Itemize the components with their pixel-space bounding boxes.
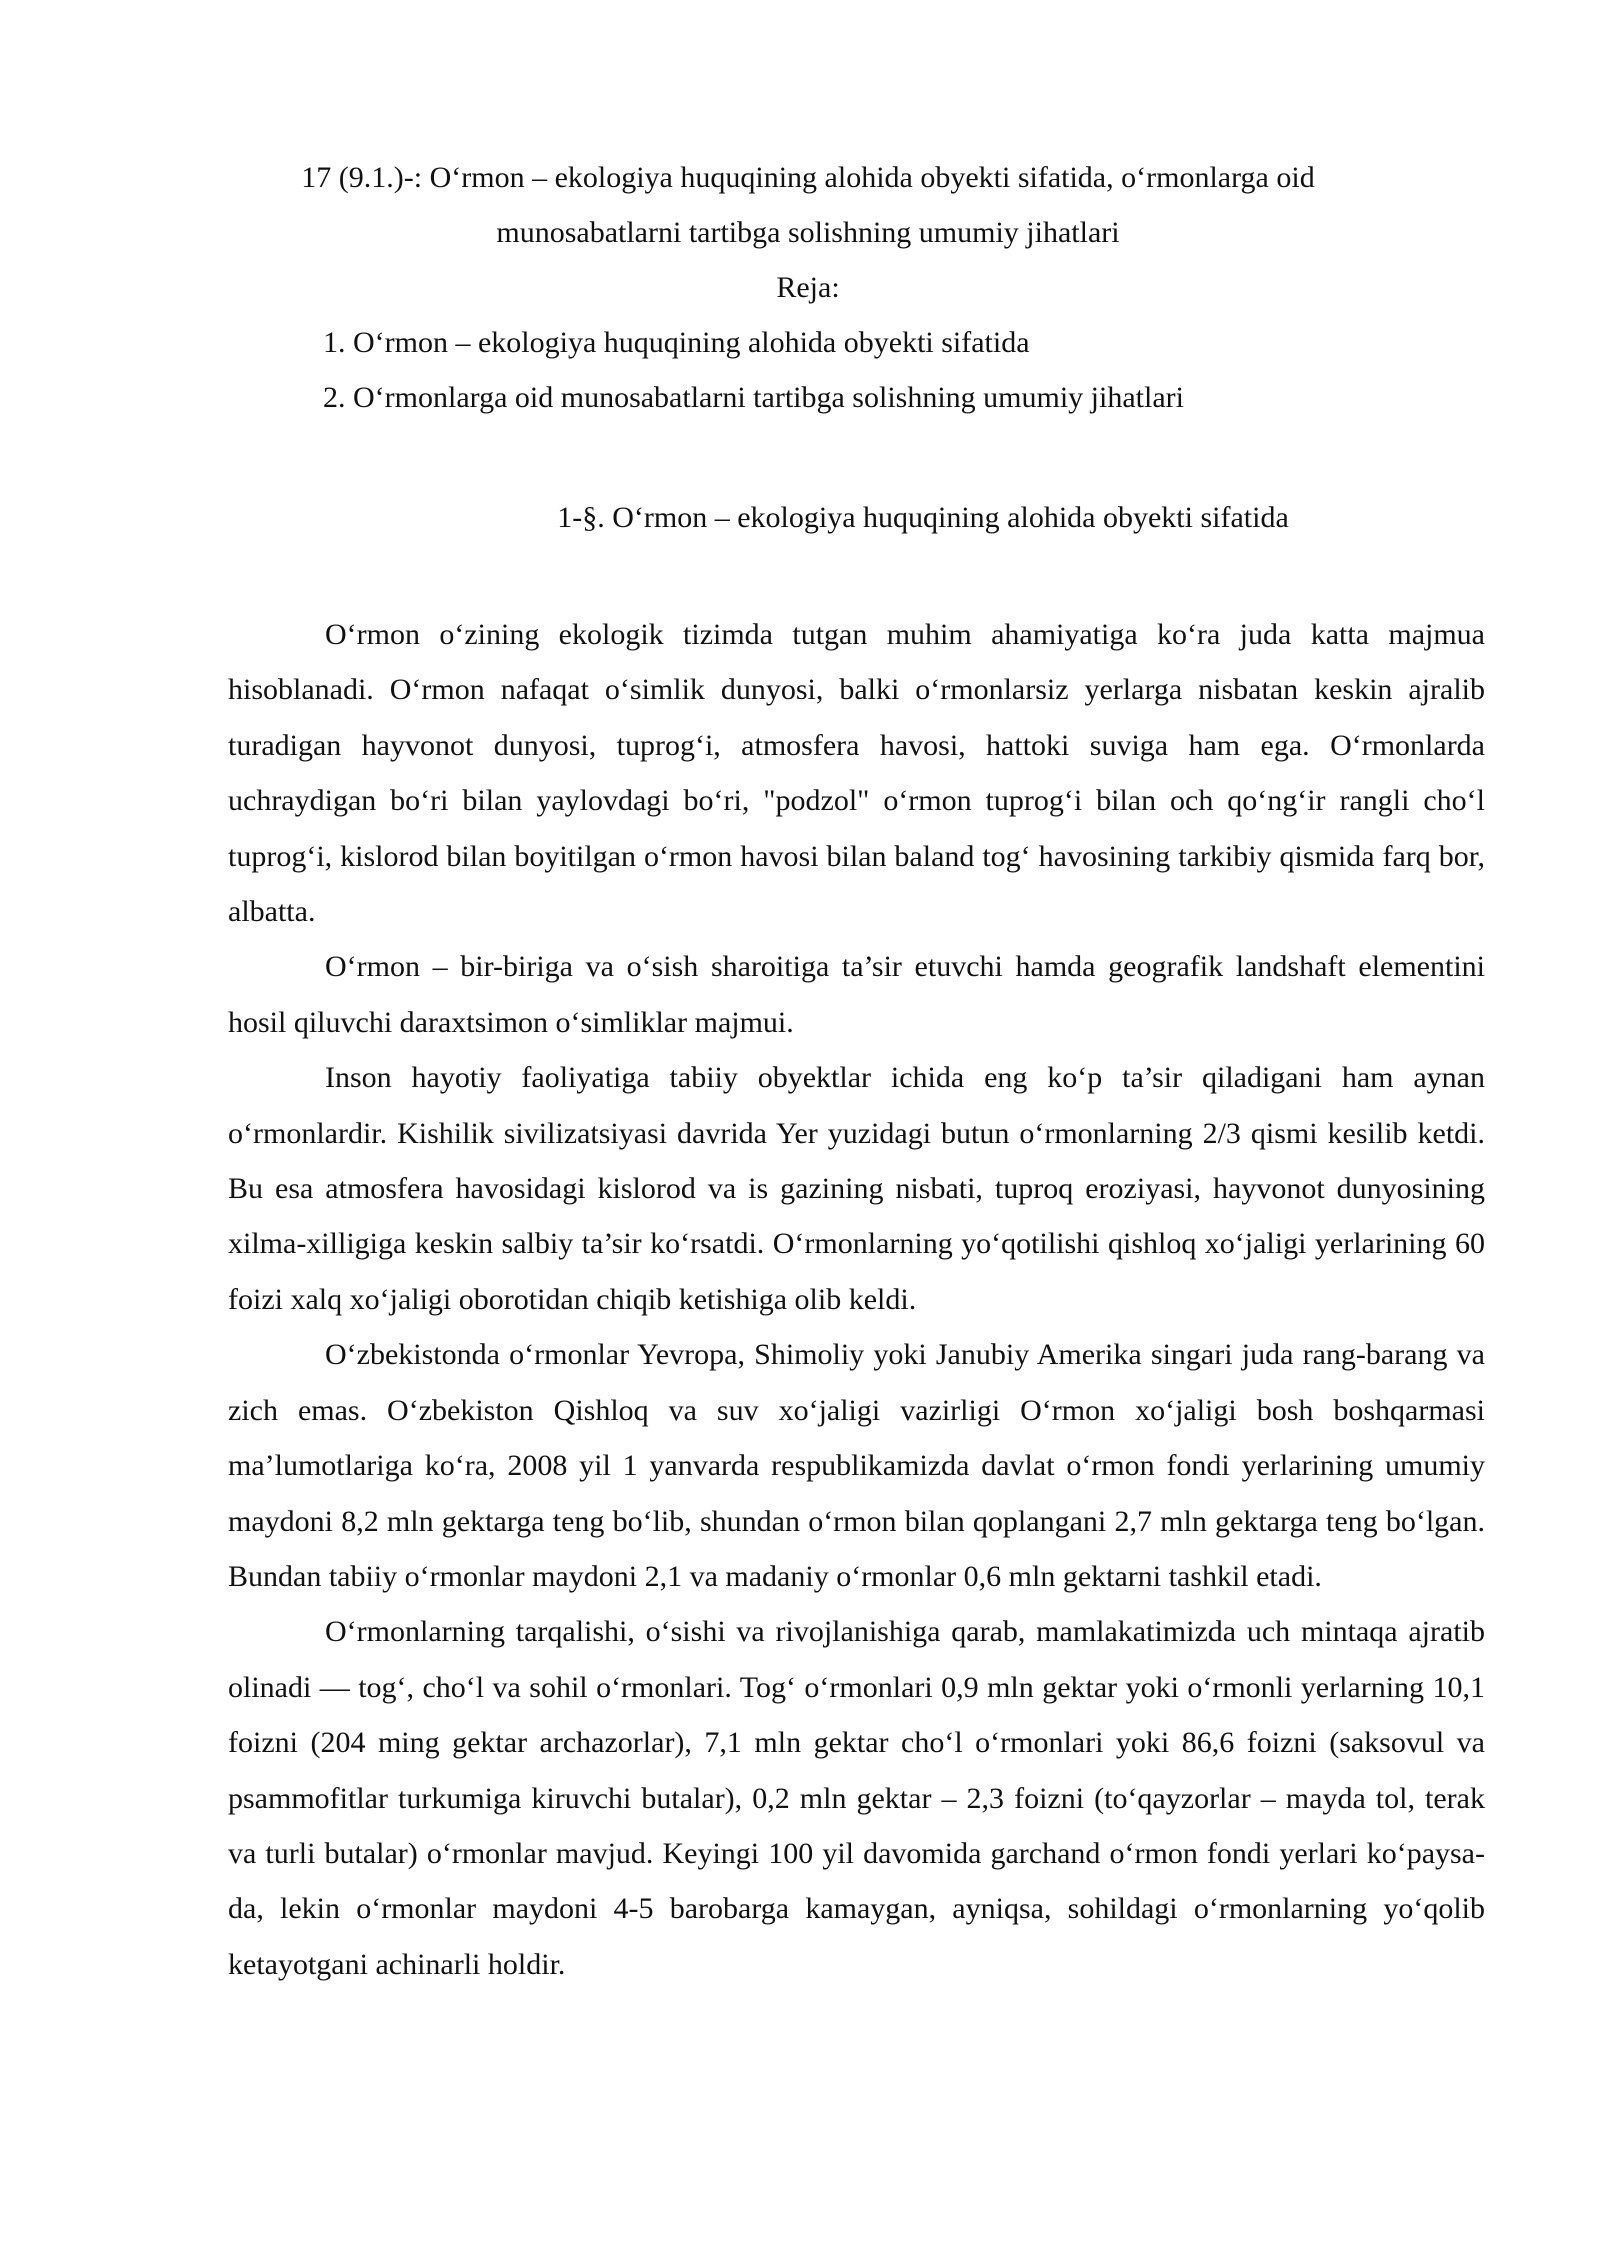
paragraph: O‘rmon – bir-biriga va o‘sish sharoitiga ta’sir etuvchi hamda geografik landshaft elementini hosil qiluvchi daraxtsimon o‘simliklar majmui. [228,950,1485,1039]
paragraph: O‘zbekistonda o‘rmonlar Yevropa, Shimoliy yoki Janubiy Amerika singari juda rang-barang va zich emas. O‘zbekiston Qishloq va suv xo‘jaligi vazirligi O‘rmon xo‘jaligi bosh boshqarmasi ma’lumotlariga ko‘ra, 2008 yil 1 yanvarda respublikamizda davlat o‘rmon fondi yerlarining umumiy maydoni 8,2 mln gektarga teng bo‘lib, shundan o‘rmon bilan qoplangani 2,7 mln gektarga teng bo‘lgan. Bundan tabiiy o‘rmonlar maydoni 2,1 va madaniy o‘rmonlar 0,6 mln gektarni tashkil etadi. [228,1338,1485,1593]
document-header [228,150,1388,425]
plan-item: 1. O‘rmon – ekologiya huquqining alohida obyekti sifatida [323,326,1030,359]
plan-heading: Reja: [776,271,840,304]
paragraph: O‘rmon o‘zining ekologik tizimda tutgan muhim ahamiyatiga ko‘ra juda katta majmua hisoblanadi. O‘rmon nafaqat o‘simlik dunyosi, balki o‘rmonlarsiz yerlarga nisbatan keskin ajralib turadigan hayvonot dunyosi, tuprog‘i, atmosfera havosi, hattoki suviga ham ega. O‘rmonlarda uchraydigan bo‘ri bilan yaylovdagi bo‘ri, "podzol" o‘rmon tuprog‘i bilan och qo‘ng‘ir rangli cho‘l tuprog‘i, kislorod bilan boyitilgan o‘rmon havosi bilan baland tog‘ havosining tarkibiy qismida farq bor, albatta. [228,618,1485,929]
body-text [228,607,1485,1992]
plan-item: 2. O‘rmonlarga oid munosabatlarni tartibga solishning umumiy jihatlari [323,381,1184,414]
document-title-line1: 17 (9.1.)-: O‘rmon – ekologiya huquqining alohida obyekti sifatida, o‘rmonlarga oid [301,161,1315,194]
plan-list [228,315,1388,425]
paragraph: O‘rmonlarning tarqalishi, o‘sishi va rivojlanishiga qarab, mamlakatimizda uch mintaqa ajratib olinadi — tog‘, cho‘l va sohil o‘rmonlari. Tog‘ o‘rmonlari 0,9 mln gektar yoki o‘rmonli yerlarning 10,1 foizni (204 ming gektar archazorlar), 7,1 mln gektar cho‘l o‘rmonlari yoki 86,6 foizni (saksovul va psammofitlar turkumiga kiruvchi butalar), 0,2 mln gektar – 2,3 foizni (to‘qayzorlar – mayda tol, terak va turli butalar) o‘rmonlar mavjud. Keyingi 100 yil davomida garchand o‘rmon fondi yerlari ko‘paysa-da, lekin o‘rmonlar maydoni 4-5 barobarga kamaygan, ayniqsa, sohildagi o‘rmonlarning yo‘qolib ketayotgani achinarli holdir. [228,1615,1485,1981]
section-heading: 1-§. O‘rmon – ekologiya huquqining alohida obyekti sifatida [557,501,1289,534]
document-title-line2: munosabatlarni tartibga solishning umumiy jihatlari [496,216,1120,249]
paragraph: Inson hayotiy faoliyatiga tabiiy obyektlar ichida eng ko‘p ta’sir qiladigani ham aynan o‘rmonlardir. Kishilik sivilizatsiyasi davrida Yer yuzidagi butun o‘rmonlarning 2/3 qismi kesilib ketdi. Bu esa atmosfera havosidagi kislorod va is gazining nisbati, tuproq eroziyasi, hayvonot dunyosining xilma-xilligiga keskin salbiy ta’sir ko‘rsatdi. O‘rmonlarning yo‘qotilishi qishloq xo‘jaligi yerlarining 60 foizi xalq xo‘jaligi oborotidan chiqib ketishiga olib keldi. [228,1061,1485,1316]
